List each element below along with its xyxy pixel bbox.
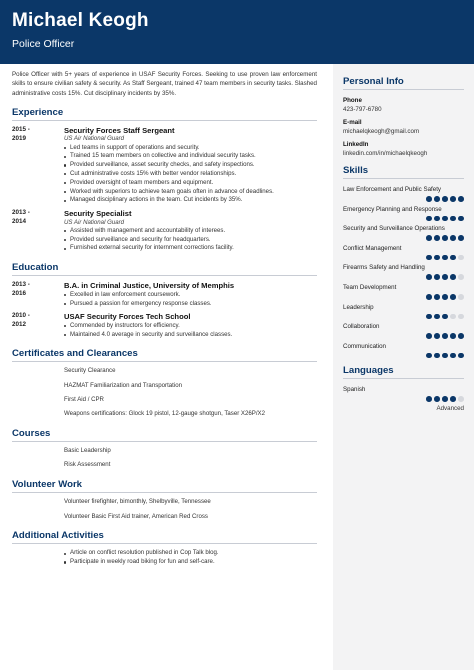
bullet-item: Participate in weekly road biking for fun and self-care.: [64, 558, 317, 567]
rating-dot-empty: [450, 314, 456, 320]
rating-dot-filled: [426, 196, 432, 202]
phone-value: 423-797-6780: [343, 106, 382, 113]
skills-heading: Skills: [343, 165, 464, 179]
education-entry: [12, 281, 317, 308]
rating-dot-filled: [442, 314, 448, 320]
rating-dot-empty: [458, 274, 464, 280]
language-name: Spanish: [343, 386, 366, 394]
rating-dot-filled: [442, 294, 448, 300]
rating-dot-filled: [442, 196, 448, 202]
sidebar: [333, 64, 474, 670]
linkedin-label: LinkedIn: [343, 141, 369, 148]
entry-dates: [12, 209, 64, 253]
skill-name: Firearms Safety and Handling: [343, 264, 425, 272]
date-end: 2019: [12, 134, 27, 142]
entry-org: US Air National Guard: [64, 218, 125, 226]
rating-dot-filled: [426, 274, 432, 280]
language-level: Advanced: [436, 404, 464, 412]
rating-dots: [343, 314, 464, 320]
skill-item: [343, 303, 464, 320]
rating-dot-filled: [450, 216, 456, 222]
linkedin-value: linkedin.com/in/michaelqkeogh: [343, 150, 428, 157]
bullet-item: Excelled in law enforcement coursework.: [64, 291, 317, 300]
rating-dot-filled: [426, 314, 432, 320]
volunteer-section: [12, 479, 317, 521]
entry-org: US Air National Guard: [64, 135, 125, 143]
rating-dot-empty: [458, 294, 464, 300]
entry-bullets: [64, 144, 317, 206]
education-entry: [12, 312, 317, 339]
rating-dots: [343, 235, 464, 241]
skill-item: [343, 342, 464, 359]
rating-dot-filled: [426, 333, 432, 339]
bullet-item: Trained 15 team members on collective and individual security tasks.: [64, 152, 317, 161]
rating-dot-filled: [434, 294, 440, 300]
date-end: 2012: [12, 321, 27, 329]
rating-dot-filled: [426, 396, 432, 402]
skill-item: [343, 263, 464, 280]
skill-name: Collaboration: [343, 323, 380, 331]
rating-dot-filled: [442, 255, 448, 261]
rating-dot-filled: [450, 255, 456, 261]
personal-info-heading: Personal Info: [343, 76, 464, 90]
skill-name: Communication: [343, 342, 386, 350]
skill-name: Leadership: [343, 303, 374, 311]
rating-dot-filled: [450, 294, 456, 300]
course-item: Risk Assessment: [64, 461, 111, 469]
rating-dot-filled: [450, 396, 456, 402]
experience-section: [12, 107, 317, 253]
experience-entry: [12, 209, 317, 253]
entry-dates: [12, 126, 64, 205]
entry-bullets: [64, 291, 317, 309]
rating-dot-filled: [434, 314, 440, 320]
courses-heading: Courses: [12, 428, 317, 442]
entry-title: Security Forces Staff Sergeant: [64, 125, 175, 135]
resume-header: [0, 0, 474, 64]
candidate-name: Michael Keogh: [12, 10, 149, 31]
summary-paragraph: Police Officer with 5+ years of experience in USAF Security Forces. Seeking to use proven law enforcement skills to ensure civilian safety & security. As Staff Sergeant, trained 47 team members in security tasks. Slashed administrative costs 15%. Cut disciplinary incidents by 35%.: [12, 71, 317, 97]
rating-dot-filled: [442, 274, 448, 280]
bullet-item: Commended by instructors for efficiency.: [64, 322, 317, 331]
rating-dot-filled: [426, 235, 432, 241]
course-item: Basic Leadership: [64, 447, 111, 455]
certificate-item: Weapons certifications: Glock 19 pistol, 12-gauge shotgun, Taser X26P/X2: [64, 410, 265, 418]
volunteer-item: Volunteer firefighter, bimonthly, Shelbyville, Tennessee: [64, 498, 211, 506]
rating-dot-empty: [458, 314, 464, 320]
rating-dot-filled: [442, 216, 448, 222]
experience-heading: Experience: [12, 107, 317, 121]
rating-dot-filled: [426, 294, 432, 300]
bullet-item: Cut administrative costs 15% with better vendor relationships.: [64, 170, 317, 179]
certificate-item: HAZMAT Familiarization and Transportation: [64, 381, 182, 389]
skills-list: [343, 185, 464, 358]
activities-section: [12, 530, 317, 567]
experience-entry: [12, 126, 317, 205]
rating-dot-filled: [434, 235, 440, 241]
rating-dot-filled: [450, 274, 456, 280]
volunteer-item: Volunteer Basic First Aid trainer, American Red Cross: [64, 512, 208, 520]
rating-dot-filled: [442, 353, 448, 359]
rating-dots: [343, 196, 464, 202]
date-start: 2013 -: [12, 281, 30, 289]
skill-item: [343, 322, 464, 339]
bullet-item: Provided oversight of team members and equipment.: [64, 179, 317, 188]
education-heading: Education: [12, 262, 317, 276]
rating-dot-filled: [434, 274, 440, 280]
skill-name: Security and Surveillance Operations: [343, 225, 445, 233]
languages-list: [343, 385, 464, 412]
rating-dot-filled: [458, 196, 464, 202]
certificate-item: First Aid / CPR: [64, 396, 104, 404]
main-column: [0, 64, 325, 567]
rating-dot-filled: [458, 235, 464, 241]
certificates-section: [12, 348, 317, 419]
volunteer-heading: Volunteer Work: [12, 479, 317, 493]
bullet-item: Provided surveillance and security for headquarters.: [64, 236, 317, 245]
bullet-item: Article on conflict resolution published in Cop Talk blog.: [64, 549, 317, 558]
activities-heading: Additional Activities: [12, 530, 317, 544]
rating-dot-filled: [458, 216, 464, 222]
rating-dot-filled: [434, 216, 440, 222]
email-value: michaelqkeogh@gmail.com: [343, 128, 420, 135]
rating-dot-filled: [442, 396, 448, 402]
rating-dot-filled: [434, 396, 440, 402]
rating-dot-filled: [450, 353, 456, 359]
rating-dot-filled: [450, 333, 456, 339]
bullet-item: Managed disciplinary actions in the team. Cut incidents by 35%.: [64, 196, 317, 205]
email-label: E-mail: [343, 119, 362, 126]
rating-dot-filled: [450, 196, 456, 202]
rating-dot-filled: [458, 353, 464, 359]
languages-heading: Languages: [343, 365, 464, 379]
rating-dot-filled: [434, 333, 440, 339]
rating-dots: [343, 333, 464, 339]
skill-item: [343, 224, 464, 241]
rating-dot-filled: [434, 196, 440, 202]
phone-label: Phone: [343, 97, 362, 104]
skill-item: [343, 283, 464, 300]
rating-dots: [343, 255, 464, 261]
education-section: [12, 262, 317, 339]
entry-title: Security Specialist: [64, 209, 132, 219]
entry-bullets: [64, 227, 317, 253]
certificates-heading: Certificates and Clearances: [12, 348, 317, 362]
entry-dates: [12, 312, 64, 339]
entry-title: B.A. in Criminal Justice, University of Memphis: [64, 281, 235, 291]
rating-dot-filled: [458, 333, 464, 339]
skill-name: Emergency Planning and Response: [343, 205, 442, 213]
certificate-item: Security Clearance: [64, 367, 116, 375]
bullet-item: Assisted with management and accountability of interees.: [64, 227, 317, 236]
entry-title: USAF Security Forces Tech School: [64, 312, 191, 322]
entry-dates: [12, 281, 64, 308]
rating-dot-filled: [426, 216, 432, 222]
skill-name: Team Development: [343, 283, 397, 291]
bullet-item: Pursued a passion for emergency response classes.: [64, 300, 317, 309]
rating-dot-filled: [450, 235, 456, 241]
bullet-item: Furnished external security for internment corrections facility.: [64, 244, 317, 253]
bullet-item: Worked with superiors to achieve team goals often in advance of deadlines.: [64, 188, 317, 197]
bullet-item: Maintained 4.0 average in security and surveillance classes.: [64, 331, 317, 340]
bullet-item: Provided surveillance, asset security checks, and safety inspections.: [64, 161, 317, 170]
date-start: 2010 -: [12, 312, 30, 320]
rating-dot-empty: [458, 255, 464, 261]
date-start: 2015 -: [12, 125, 30, 133]
rating-dots: [343, 274, 464, 280]
rating-dots: [343, 396, 464, 402]
rating-dots: [343, 353, 464, 359]
date-start: 2013 -: [12, 209, 30, 217]
rating-dot-filled: [442, 235, 448, 241]
candidate-role: Police Officer: [12, 38, 75, 50]
rating-dots: [343, 216, 464, 222]
skill-name: Law Enforcement and Public Safety: [343, 186, 442, 193]
date-end: 2016: [12, 290, 27, 298]
rating-dot-filled: [426, 255, 432, 261]
courses-section: [12, 428, 317, 470]
skill-item: [343, 185, 464, 202]
rating-dot-filled: [426, 353, 432, 359]
date-end: 2014: [12, 217, 27, 225]
language-item: [343, 385, 464, 412]
skill-name: Conflict Management: [343, 244, 402, 252]
skill-item: [343, 205, 464, 222]
activities-bullets: [12, 549, 317, 567]
rating-dot-filled: [442, 333, 448, 339]
rating-dot-filled: [434, 255, 440, 261]
rating-dot-filled: [434, 353, 440, 359]
rating-dot-empty: [458, 396, 464, 402]
bullet-item: Led teams in support of operations and security.: [64, 144, 317, 153]
entry-bullets: [64, 322, 317, 340]
rating-dots: [343, 294, 464, 300]
skill-item: [343, 244, 464, 261]
